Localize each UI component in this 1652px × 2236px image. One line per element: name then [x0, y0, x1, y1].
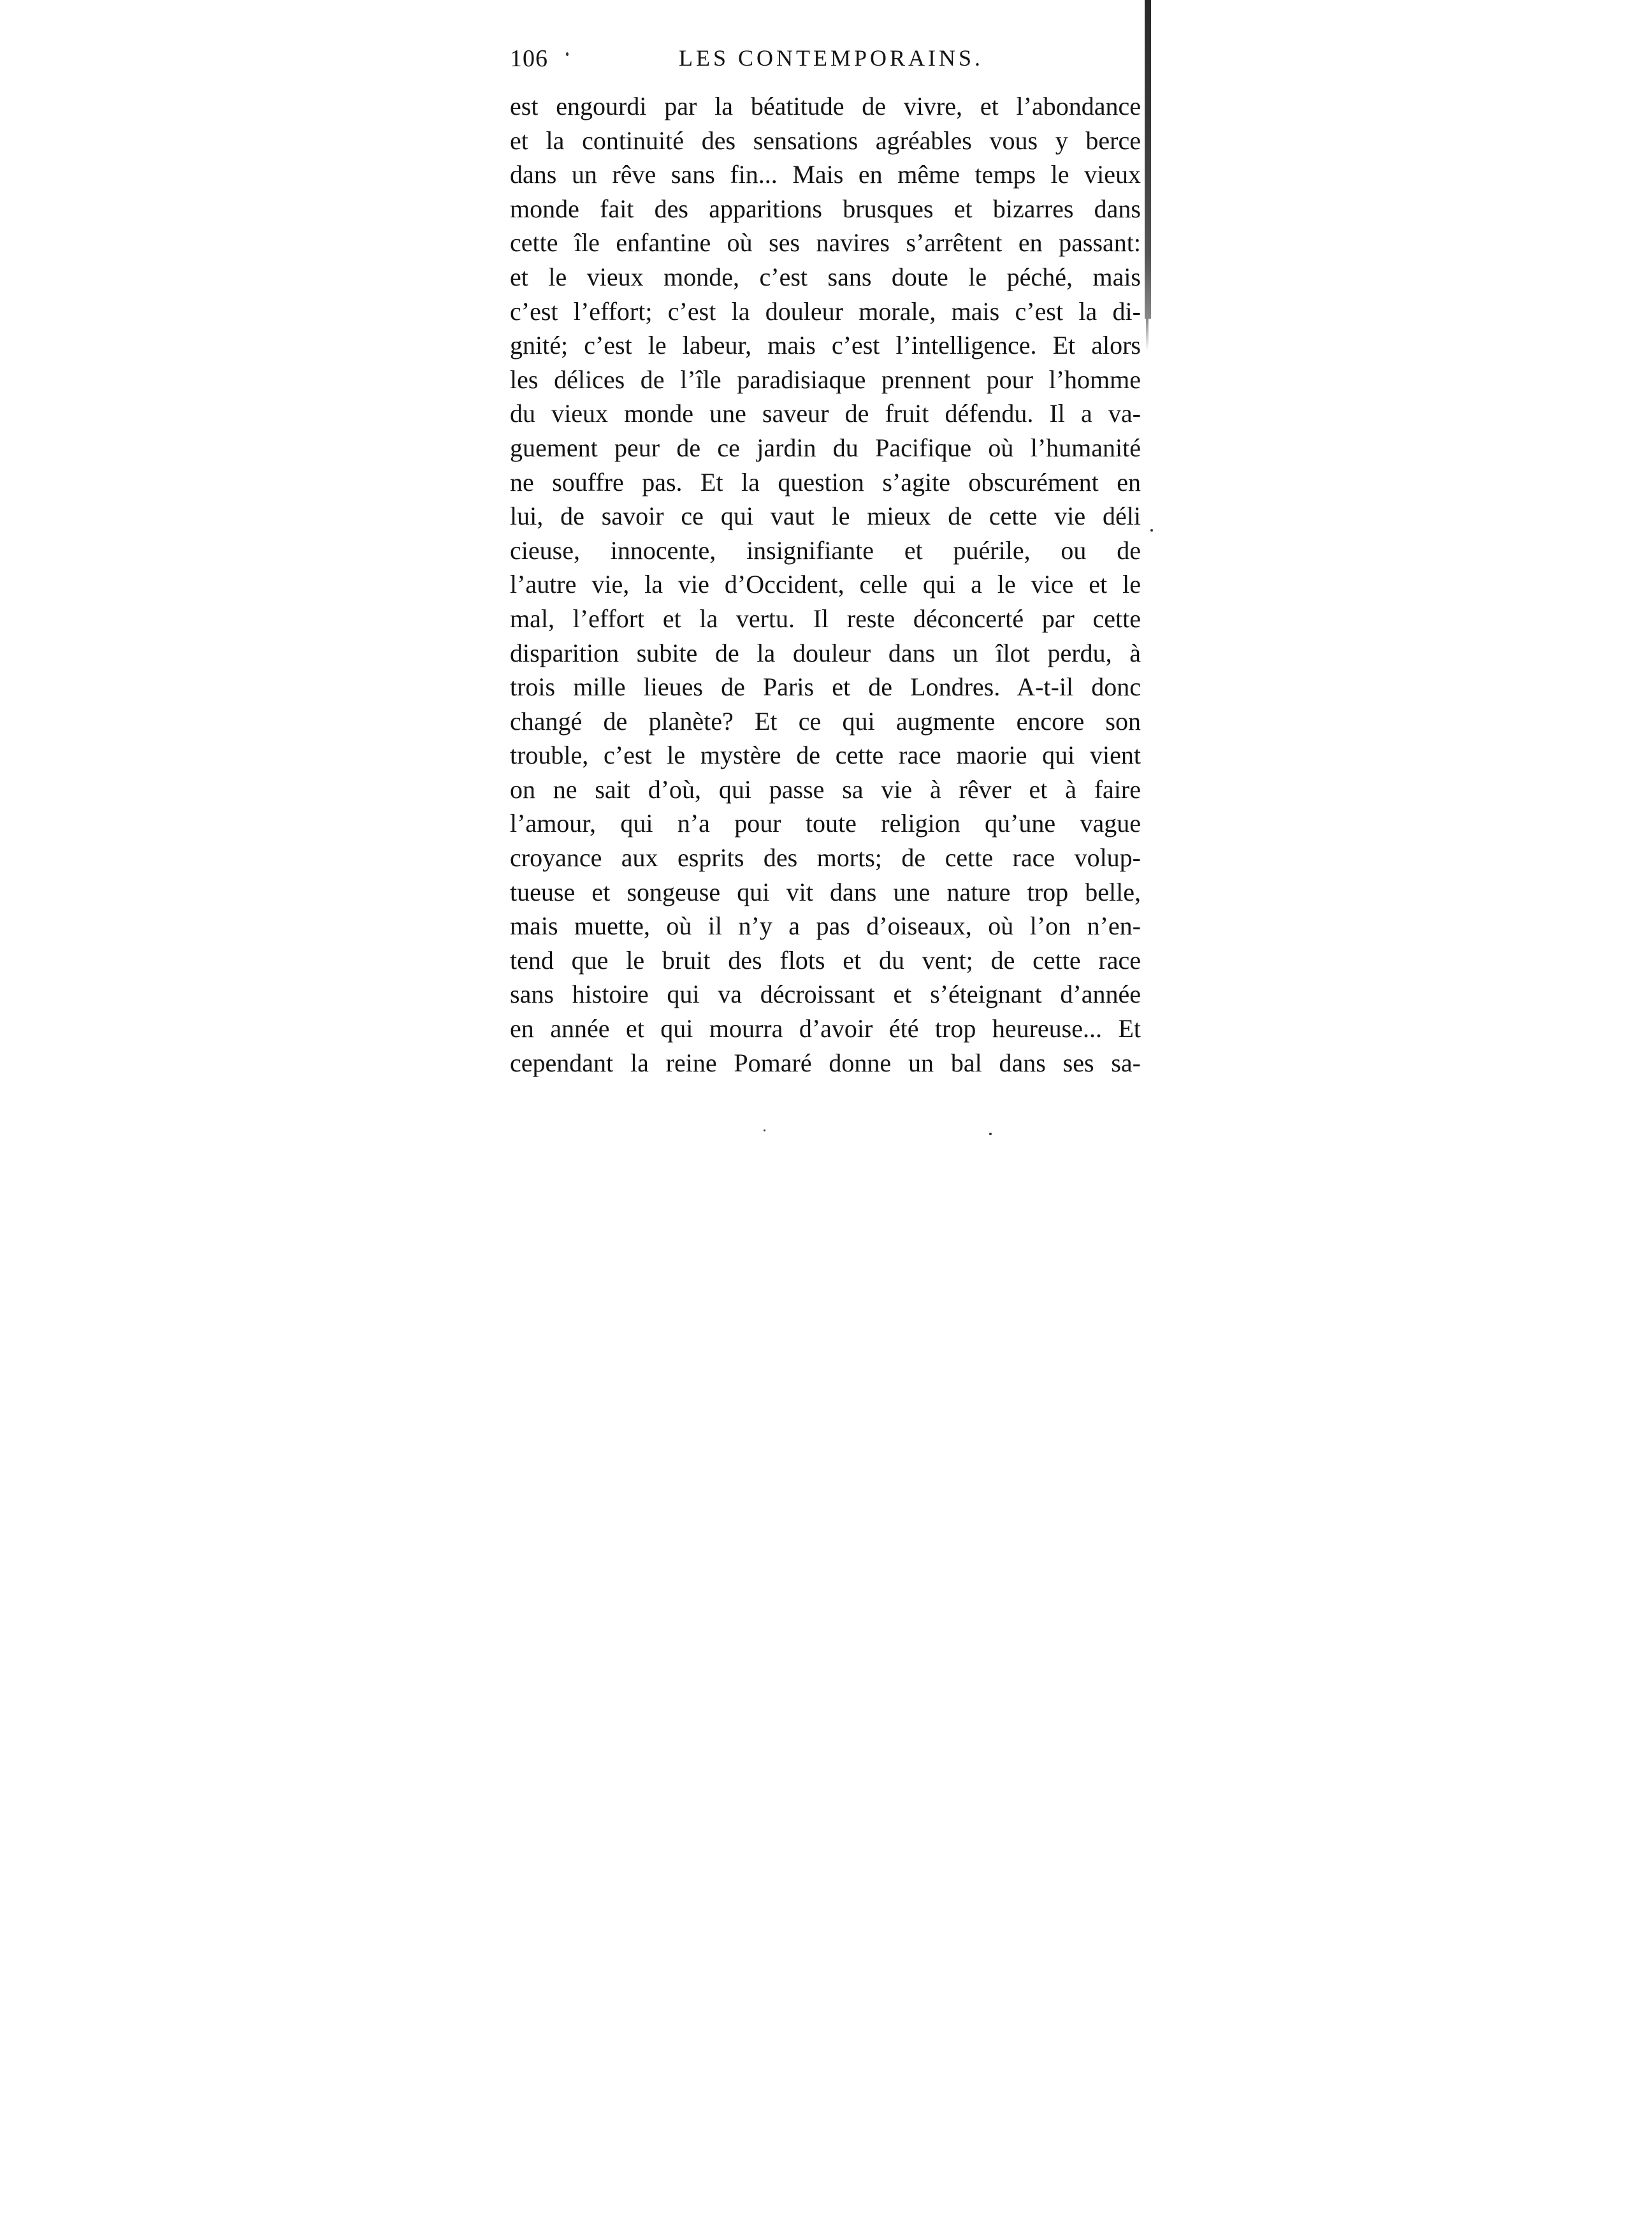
body-text — [510, 89, 1141, 1080]
text-line: est engourdi par la béatitude de vivre, et l’abondance — [510, 92, 1141, 120]
text-line: trouble, c’est le mystère de cette race maorie qui vient — [510, 741, 1141, 770]
text-line: les délices de l’île paradisiaque prennent pour l’homme — [510, 365, 1141, 394]
text-line: mal, l’effort et la vertu. Il reste déconcerté par cette — [510, 604, 1141, 633]
text-line: lui, de savoir ce qui vaut le mieux de cette vie déli — [510, 502, 1141, 531]
text-line: l’autre vie, la vie d’Occident, celle qui a le vice et le — [510, 570, 1141, 599]
text-line: mais muette, où il n’y a pas d’oiseaux, où l’on n’en- — [510, 911, 1141, 941]
text-line: monde fait des apparitions brusques et bizarres dans — [510, 194, 1141, 223]
ink-speck — [566, 52, 569, 56]
text-line: et le vieux monde, c’est sans doute le péché, mais — [510, 262, 1141, 291]
text-line: tueuse et songeuse qui vit dans une nature trop belle, — [510, 877, 1141, 906]
text-line: du vieux monde une saveur de fruit défendu. Il a va- — [510, 399, 1141, 428]
text-line: trois mille lieues de Paris et de Londres. A-t-il donc — [510, 672, 1141, 702]
running-title: LES CONTEMPORAINS. — [679, 45, 984, 71]
text-line: changé de planète? Et ce qui augmente encore son — [510, 706, 1141, 736]
text-line: cette île enfantine où ses navires s’arrêtent en passant: — [510, 228, 1141, 258]
text-line: en année et qui mourra d’avoir été trop heureuse... Et — [510, 1014, 1141, 1043]
ink-speck — [764, 1129, 765, 1131]
ink-speck — [989, 1133, 992, 1135]
text-line: croyance aux esprits des morts; de cette race volup- — [510, 843, 1141, 873]
text-line: dans un rêve sans fin... Mais en même temps le vieux — [510, 160, 1141, 189]
text-line: on ne sait d’où, qui passe sa vie à rêver et à faire — [510, 774, 1141, 804]
page-edge-shadow-fade — [1146, 319, 1148, 351]
text-line: sans histoire qui va décroissant et s’éteignant d’année — [510, 980, 1141, 1009]
text-line: cependant la reine Pomaré donne un bal dans ses sa- — [510, 1048, 1141, 1077]
text-line: guement peur de ce jardin du Pacifique où l’humanité — [510, 433, 1141, 462]
text-line: ne souffre pas. Et la question s’agite obscurément en — [510, 467, 1141, 497]
running-head — [510, 45, 1141, 83]
page-number: 106 — [510, 45, 548, 72]
text-line: c’est l’effort; c’est la douleur morale, mais c’est la di- — [510, 296, 1141, 326]
text-line: et la continuité des sensations agréables vous y berce — [510, 126, 1141, 155]
text-line: disparition subite de la douleur dans un îlot perdu, à — [510, 638, 1141, 667]
ink-speck — [1150, 529, 1153, 532]
page-edge-shadow — [1145, 0, 1151, 319]
text-line: l’amour, qui n’a pour toute religion qu’une vague — [510, 809, 1141, 838]
text-line: gnité; c’est le labeur, mais c’est l’intelligence. Et alors — [510, 331, 1141, 360]
text-line: cieuse, innocente, insignifiante et puérile, ou de — [510, 535, 1141, 565]
text-line: tend que le bruit des flots et du vent; de cette race — [510, 945, 1141, 975]
